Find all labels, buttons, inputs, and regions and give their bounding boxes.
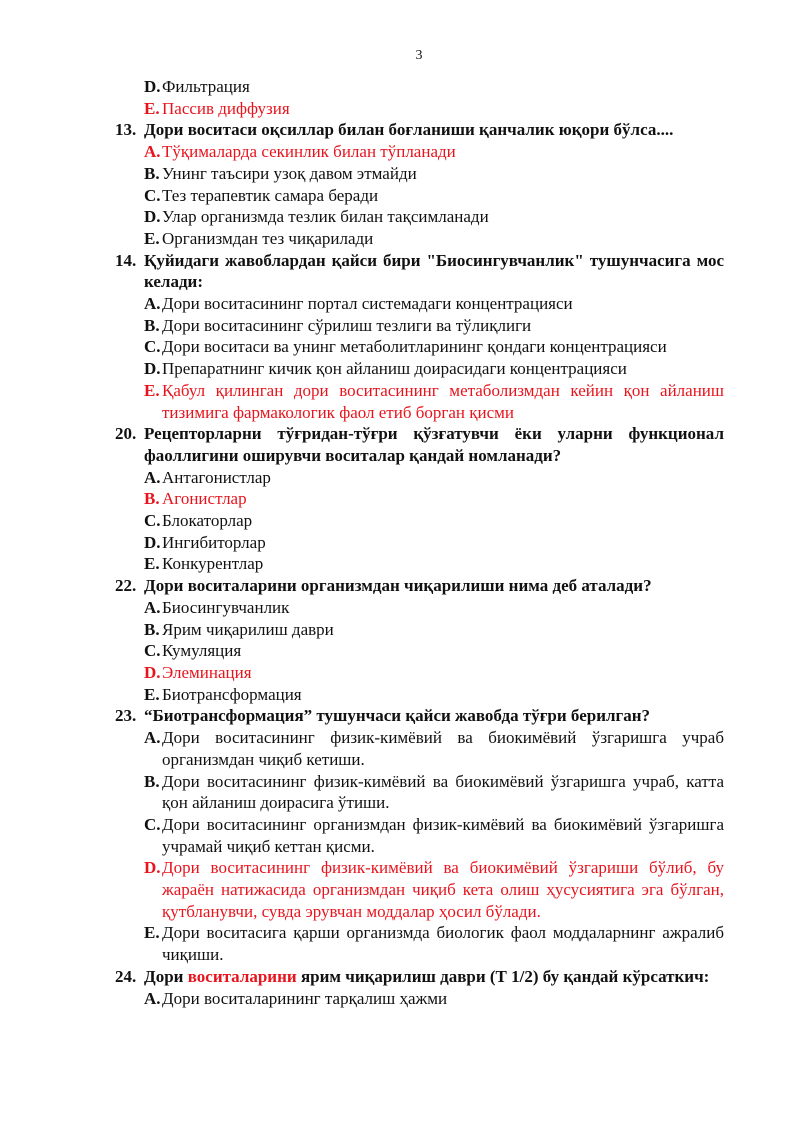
option-letter: A. [144, 597, 161, 617]
answer-option [144, 771, 724, 814]
answer-option [144, 619, 724, 641]
option-letter: A. [144, 467, 161, 487]
option-text: Дори воситасининг портал системадаги концентрацияси [162, 294, 573, 314]
answer-option [144, 163, 724, 185]
option-text: Ярим чиқарилиш даври [162, 619, 334, 639]
option-text: Дори воситасига қарши организмда биологик фаол моддаларнинг ажралиб чиқиши. [162, 923, 724, 965]
answer-option [144, 293, 724, 315]
option-letter: C. [144, 814, 161, 834]
option-letter: A. [144, 728, 161, 748]
option-letter: C. [144, 185, 161, 205]
question-text-part: ярим чиқарилиш даври (Т 1/2) бу қандай кўрсаткич: [296, 966, 710, 986]
question [115, 705, 724, 727]
option-letter: D. [144, 207, 161, 227]
option-text: Дори воситасининг физик-кимёвий ва биокимёвий ўзгаришга учраб организмдан чиқиб кетиши. [162, 728, 724, 769]
option-letter: B. [144, 315, 160, 335]
option-text: Элеминация [162, 662, 252, 682]
option-letter: E. [144, 554, 160, 574]
answer-option-correct [144, 662, 724, 684]
answer-option [144, 228, 724, 250]
option-letter: C. [144, 511, 161, 531]
question-list [0, 76, 800, 1009]
answer-option [144, 532, 724, 554]
option-text: Пассив диффузия [162, 98, 290, 118]
answer-option [144, 76, 724, 98]
option-letter: E. [144, 380, 160, 400]
answer-option [144, 336, 724, 358]
answer-option-correct [144, 857, 724, 922]
question [115, 250, 724, 293]
question-text-part: Дори [144, 966, 188, 986]
question-text: “Биотрансформация” тушунчаси қайси жавобда тўғри берилган? [144, 706, 651, 726]
question-number: 14. [115, 250, 137, 270]
option-letter: E. [144, 684, 160, 704]
option-text: Дори воситасининг физик-кимёвий ва биокимёвий ўзгариши бўлиб, бу жараён натижасида организмдан чиқиб кета олиш ҳусусиятига эга бўлган, қутбланувчи, сувда эрувчан моддалар ҳосил бўлади. [162, 858, 724, 921]
question-text: Дори воситаси оқсиллар билан боғланиши қанчалик юқори бўлса.... [144, 120, 674, 140]
option-text: Конкурентлар [162, 554, 264, 574]
option-text: Дори воситасининг организмдан физик-кимёвий ва биокимёвий ўзгаришга учрамай чиқиб кеттан қисми. [162, 814, 724, 856]
option-letter: B. [144, 619, 160, 639]
option-letter: D. [144, 359, 161, 379]
option-text: Фильтрация [162, 77, 250, 96]
question-number: 22. [115, 576, 137, 596]
option-text: Организмдан тез чиқарилади [162, 228, 374, 248]
answer-option-correct [144, 488, 724, 510]
question-text: Қуйидаги жавоблардан қайси бири "Биосингувчанлик" тушунчасига мос келади: [144, 250, 724, 292]
answer-option [144, 510, 724, 532]
option-text: Биотрансформация [162, 684, 302, 704]
option-letter: E. [144, 98, 160, 118]
answer-option [144, 597, 724, 619]
answer-option [144, 640, 724, 662]
question-text-highlight: воситаларини [187, 966, 297, 986]
option-letter: A. [144, 294, 161, 314]
option-letter: A. [144, 142, 161, 162]
question-text [144, 966, 724, 988]
question [115, 119, 724, 141]
option-letter: B. [144, 771, 160, 791]
answer-option [144, 988, 724, 1010]
option-letter: B. [144, 489, 160, 509]
question-text: Рецепторларни тўғридан-тўғри қўзғатувчи ёки уларни функционал фаоллигини оширувчи воситалар қандай номланади? [144, 424, 724, 465]
option-letter: B. [144, 163, 160, 183]
option-text: Блокаторлар [162, 511, 253, 531]
option-text: Улар организмда тезлик билан тақсимланади [162, 207, 489, 227]
option-text: Дори воситаси ва унинг метаболитларининг қондаги концентрацияси [162, 337, 667, 357]
option-text: Унинг таъсири узоқ давом этмайди [162, 163, 417, 183]
option-letter: D. [144, 77, 161, 96]
answer-option [144, 684, 724, 706]
question-number: 13. [115, 120, 137, 140]
question [115, 423, 724, 466]
option-letter: E. [144, 923, 160, 943]
question-text: Дори воситаларини организмдан чиқарилиши нима деб аталади? [144, 576, 652, 596]
option-text: Тўқималарда секинлик билан тўпланади [162, 142, 456, 162]
option-letter: E. [144, 228, 160, 248]
answer-option [144, 922, 724, 965]
answer-option-correct [144, 141, 724, 163]
option-text: Қабул қилинган дори воситасининг метаболизмдан кейин қон айланиш тизимига фармакологик фаол етиб борган қисми [162, 380, 724, 422]
option-text: Препаратнинг кичик қон айланиш доирасидаги концентрацияси [162, 359, 627, 379]
answer-option [144, 553, 724, 575]
option-text: Агонистлар [162, 489, 247, 509]
page-number: 3 [415, 48, 423, 63]
question-number: 20. [115, 424, 137, 444]
option-letter: D. [144, 532, 161, 552]
answer-option [144, 315, 724, 337]
answer-option [144, 206, 724, 228]
answer-option-correct [144, 380, 724, 423]
question [115, 966, 724, 988]
option-letter: D. [144, 662, 161, 682]
question-number: 24. [115, 966, 137, 986]
answer-option [144, 727, 724, 770]
option-letter: C. [144, 641, 161, 661]
question [115, 575, 724, 597]
option-text: Кумуляция [162, 641, 242, 661]
option-letter: D. [144, 858, 161, 878]
option-text: Дори воситаларининг тарқалиш ҳажми [162, 988, 448, 1008]
option-letter: C. [144, 337, 161, 357]
option-text: Антагонистлар [162, 467, 271, 487]
answer-option [144, 358, 724, 380]
answer-option [144, 814, 724, 857]
answer-option-correct [144, 98, 724, 120]
option-text: Тез терапевтик самара беради [162, 185, 379, 205]
option-letter: A. [144, 988, 161, 1008]
answer-option [144, 185, 724, 207]
option-text: Дори воситасининг физик-кимёвий ва биокимёвий ўзгаришга учраб, катта қон айланиш доирасига ўтиши. [162, 771, 724, 813]
option-text: Биосингувчанлик [162, 597, 290, 617]
option-text: Дори воситасининг сўрилиш тезлиги ва тўлиқлиги [162, 315, 532, 335]
option-text: Ингибиторлар [162, 532, 266, 552]
question-number: 23. [115, 706, 137, 726]
answer-option [144, 467, 724, 489]
